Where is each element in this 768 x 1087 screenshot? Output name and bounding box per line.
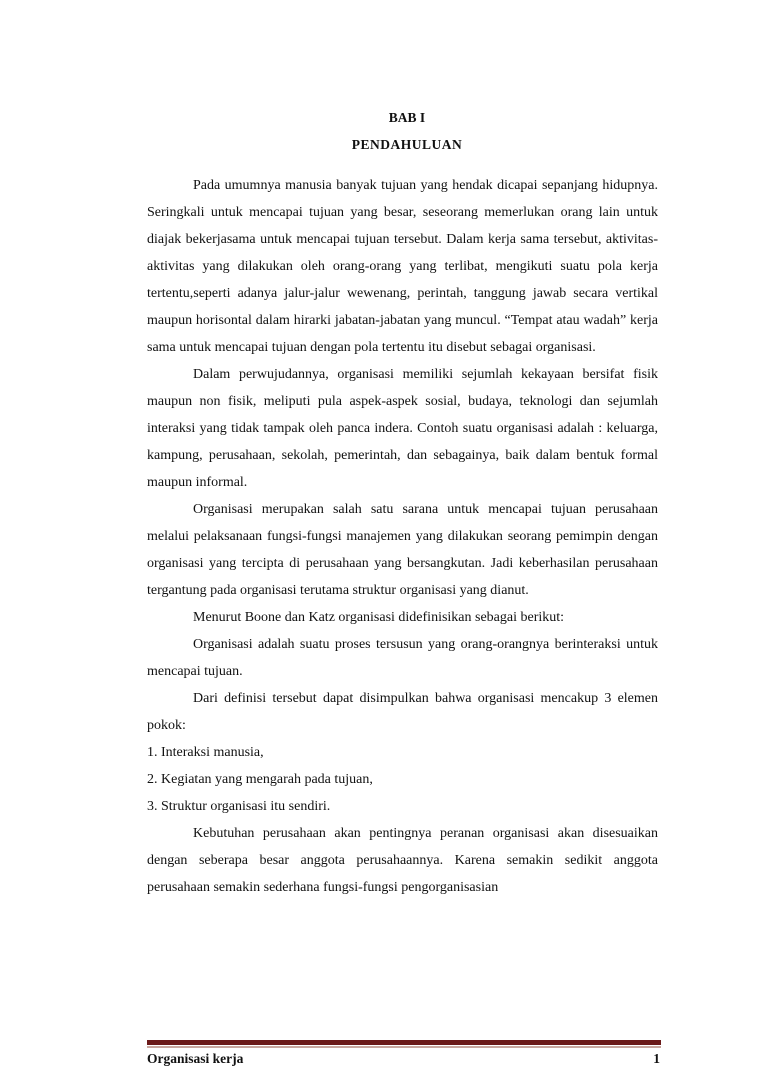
- paragraph-conclusion: Dari definisi tersebut dapat disimpulkan bahwa organisasi mencakup 3 elemen pokok:: [147, 691, 658, 733]
- list-item: 2. Kegiatan yang mengarah pada tujuan,: [147, 772, 373, 787]
- paragraph-definition-intro: Menurut Boone dan Katz organisasi didefinisikan sebagai berikut:: [193, 610, 565, 625]
- list-item: 3. Struktur organisasi itu sendiri.: [147, 799, 331, 814]
- paragraph-closing: Kebutuhan perusahaan akan pentingnya peranan organisasi akan disesuaikan dengan seberapa besar anggota perusahaannya. Karena semakin sedikit anggota perusahaan semakin sederhana fungsi-fungsi pengorganisasian: [147, 826, 658, 895]
- chapter-title: PENDAHULUAN: [351, 137, 463, 152]
- element-list: [147, 739, 658, 820]
- footer-rule-accent: [147, 1046, 661, 1048]
- paragraph-means: Organisasi merupakan salah satu sarana untuk mencapai tujuan perusahaan melalui pelaksanaan fungsi-fungsi manajemen yang dilakukan seorang pemimpin dengan organisasi yang tercipta di perusahaan yang bersangkutan. Jadi keberhasilan perusahaan tergantung pada organisasi terutama struktur organisasi yang dianut.: [147, 502, 658, 598]
- paragraph-intro: Pada umumnya manusia banyak tujuan yang hendak dicapai sepanjang hidupnya. Seringkali untuk mencapai tujuan yang besar, seseorang memerlukan orang lain untuk diajak bekerjasama untuk mencapai tujuan tersebut. Dalam kerja sama tersebut, aktivitas-aktivitas yang dilakukan oleh orang-orang yang terlibat, mengikuti suatu pola kerja tertentu,seperti adanya jalur-jalur wewenang, perintah, tanggung jawab secara vertikal maupun horisontal dalam hirarki jabatan-jabatan yang muncul. “Tempat atau wadah” kerja sama untuk mencapai tujuan dengan pola tertentu itu disebut sebagai organisasi.: [147, 178, 658, 355]
- chapter-number: BAB I: [388, 110, 426, 125]
- list-item: 1. Interaksi manusia,: [147, 745, 264, 760]
- paragraph-embodiment: Dalam perwujudannya, organisasi memiliki sejumlah kekayaan bersifat fisik maupun non fisik, meliputi pula aspek-aspek sosial, budaya, teknologi dan sejumlah interaksi yang tidak tampak oleh panca indera. Contoh suatu organisasi adalah : keluarga, kampung, perusahaan, sekolah, pemerintah, dan sebagainya, baik dalam bentuk formal maupun informal.: [147, 367, 658, 490]
- page-number: 1: [653, 1051, 660, 1066]
- footer-rule: [147, 1040, 661, 1045]
- body-text: [147, 172, 658, 901]
- footer-title: Organisasi kerja: [147, 1051, 244, 1066]
- paragraph-definition: Organisasi adalah suatu proses tersusun yang orang-orangnya berinteraksi untuk mencapai tujuan.: [147, 637, 658, 679]
